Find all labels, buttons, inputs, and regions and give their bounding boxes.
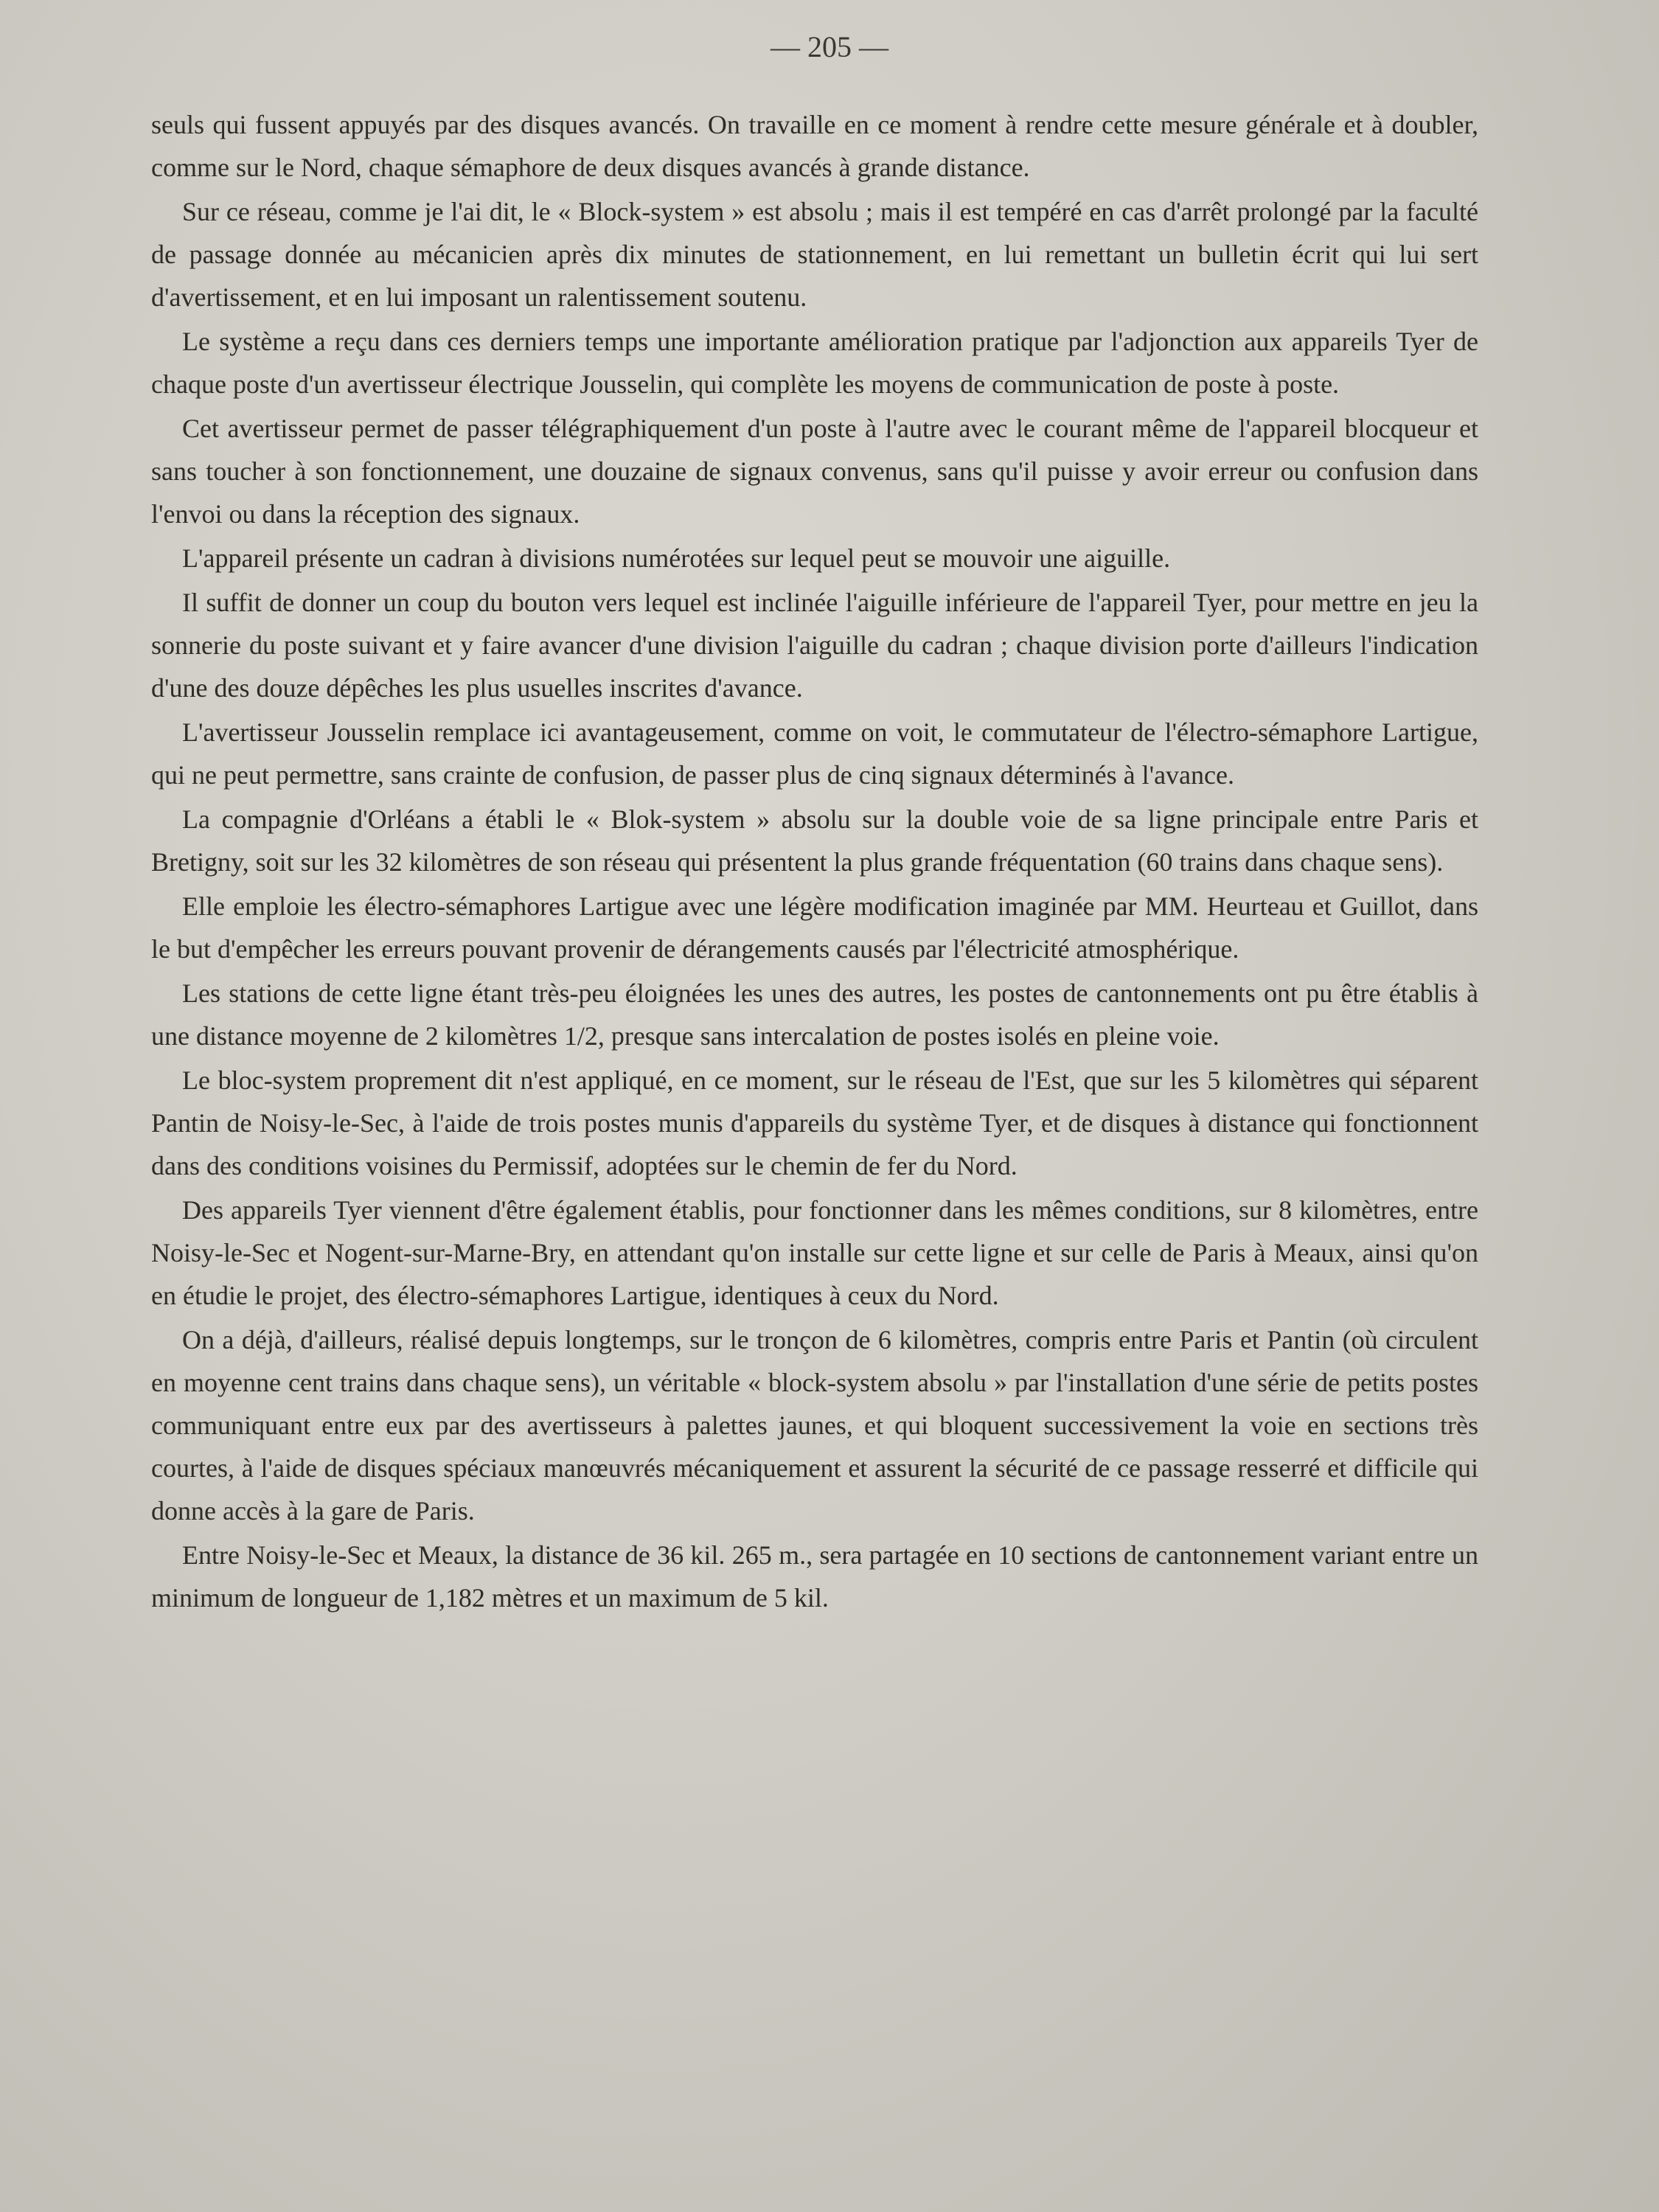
paragraph: Sur ce réseau, comme je l'ai dit, le « Block-system » est absolu ; mais il est tempéré en cas d'arrêt prolongé par la faculté de passage donnée au mécanicien après dix minutes de stationnement, en lui remettant un bulletin écrit qui lui sert d'avertissement, et en lui imposant un ralentissement soutenu. bbox=[151, 197, 1478, 312]
paragraph: Il suffit de donner un coup du bouton vers lequel est inclinée l'aiguille inférieure de l'appareil Tyer, pour mettre en jeu la sonnerie du poste suivant et y faire avancer d'une division l'aiguille du cadran ; chaque division porte d'ailleurs l'indication d'une des douze dépêches les plus usuelles inscrites d'avance. bbox=[151, 588, 1478, 703]
paragraph: L'appareil présente un cadran à divisions numérotées sur lequel peut se mouvoir une aiguille. bbox=[182, 543, 1171, 573]
paragraph: Cet avertisseur permet de passer télégraphiquement d'un poste à l'autre avec le courant même de l'appareil blocqueur et sans toucher à son fonctionnement, une douzaine de signaux convenus, sans qu'il puisse y avoir erreur ou confusion dans l'envoi ou dans la réception des signaux. bbox=[151, 414, 1478, 529]
paragraph: L'avertisseur Jousselin remplace ici avantageusement, comme on voit, le commutateur de l'électro-sémaphore Lartigue, qui ne peut permettre, sans crainte de confusion, de passer plus de cinq signaux déterminés à l'avance. bbox=[151, 717, 1478, 790]
paragraph: Elle emploie les électro-sémaphores Lartigue avec une légère modification imaginée par MM. Heurteau et Guillot, dans le but d'empêcher les erreurs pouvant provenir de dérangements causés par l'électricité atmosphérique. bbox=[151, 891, 1478, 964]
paragraph: Le bloc-system proprement dit n'est appliqué, en ce moment, sur le réseau de l'Est, que sur les 5 kilomètres qui séparent Pantin de Noisy-le-Sec, à l'aide de trois postes munis d'appareils du système Tyer, et de disques à distance qui fonctionnent dans des conditions voisines du Permissif, adoptées sur le chemin de fer du Nord. bbox=[151, 1065, 1478, 1180]
paragraph: Le système a reçu dans ces derniers temps une importante amélioration pratique par l'adjonction aux appareils Tyer de chaque poste d'un avertisseur électrique Jousselin, qui complète les moyens de communication de poste à poste. bbox=[151, 327, 1478, 399]
paragraph: Des appareils Tyer viennent d'être également établis, pour fonctionner dans les mêmes conditions, sur 8 kilomètres, entre Noisy-le-Sec et Nogent-sur-Marne-Bry, en attendant qu'on installe sur cette ligne et sur celle de Paris à Meaux, ainsi qu'on en étudie le projet, des électro-sémaphores Lartigue, identiques à ceux du Nord. bbox=[151, 1195, 1478, 1310]
page-number: — 205 — bbox=[771, 30, 888, 63]
paragraph: Entre Noisy-le-Sec et Meaux, la distance de 36 kil. 265 m., sera partagée en 10 sections de cantonnement variant entre un minimum de longueur de 1,182 mètres et un maximum de 5 kil. bbox=[151, 1540, 1478, 1613]
body-text bbox=[151, 103, 1478, 1621]
paragraph: La compagnie d'Orléans a établi le « Blok-system » absolu sur la double voie de sa ligne principale entre Paris et Bretigny, soit sur les 32 kilomètres de son réseau qui présentent la plus grande fréquentation (60 trains dans chaque sens). bbox=[151, 804, 1478, 877]
paragraph: Les stations de cette ligne étant très-peu éloignées les unes des autres, les postes de cantonnements ont pu être établis à une distance moyenne de 2 kilomètres 1/2, presque sans intercalation de postes isolés en pleine voie. bbox=[151, 978, 1478, 1051]
paragraph: seuls qui fussent appuyés par des disques avancés. On travaille en ce moment à rendre cette mesure générale et à doubler, comme sur le Nord, chaque sémaphore de deux disques avancés à grande distance. bbox=[151, 110, 1478, 182]
paragraph: On a déjà, d'ailleurs, réalisé depuis longtemps, sur le tronçon de 6 kilomètres, compris entre Paris et Pantin (où circulent en moyenne cent trains dans chaque sens), un véritable « block-system absolu » par l'installation d'une série de petits postes communiquant entre eux par des avertisseurs à palettes jaunes, et qui bloquent successivement la voie en sections très courtes, à l'aide de disques spéciaux manœuvrés mécaniquement et assurent la sécurité de ce passage resserré et difficile qui donne accès à la gare de Paris. bbox=[151, 1325, 1478, 1526]
